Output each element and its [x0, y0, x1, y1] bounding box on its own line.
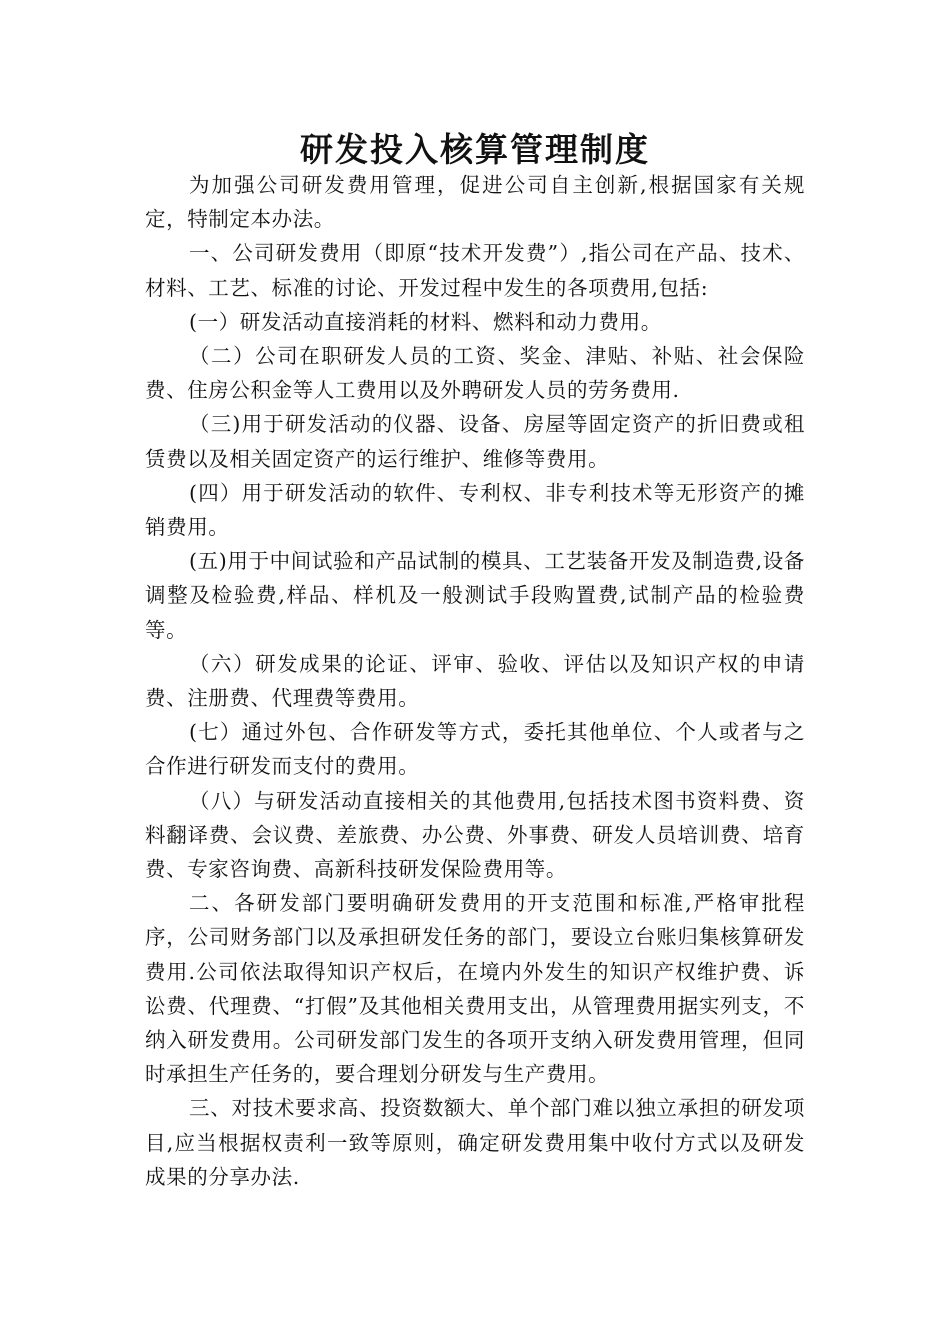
paragraph-item-1: (一）研发活动直接消耗的材料、燃料和动力费用。: [189, 309, 662, 334]
document-body: [145, 168, 805, 1194]
paragraph-item-8: （八）与研发活动直接相关的其他费用,包括技术图书资料费、资料翻译费、会议费、差旅费、办公费、外事费、研发人员培训费、培育费、专家咨询费、高新科技研发保险费用等。: [145, 788, 805, 882]
document-title: 研发投入核算管理制度: [300, 130, 650, 169]
paragraph-item-3: （三)用于研发活动的仪器、设备、房屋等固定资产的折旧费或租赁费以及相关固定资产的运行维护、维修等费用。: [145, 412, 805, 471]
paragraph-section-2: 二、各研发部门要明确研发费用的开支范围和标准,严格审批程序，公司财务部门以及承担研发任务的部门，要设立台账归集核算研发费用.公司依法取得知识产权后，在境内外发生的知识产权维护费、诉讼费、代理费、“打假”及其他相关费用支出，从管理费用据实列支，不纳入研发费用。公司研发部门发生的各项开支纳入研发费用管理，但同时承担生产任务的，要合理划分研发与生产费用。: [145, 891, 805, 1087]
paragraph-section-3: 三、对技术要求高、投资数额大、单个部门难以独立承担的研发项目,应当根据权责利一致等原则，确定研发费用集中收付方式以及研发成果的分享办法.: [145, 1096, 805, 1189]
paragraph-intro: 为加强公司研发费用管理，促进公司自主创新,根据国家有关规定，特制定本办法。: [145, 173, 805, 232]
paragraph-item-2: （二）公司在职研发人员的工资、奖金、津贴、补贴、社会保险费、住房公积金等人工费用以及外聘研发人员的劳务费用.: [145, 344, 805, 403]
paragraph-item-4: (四）用于研发活动的软件、专利权、非专利技术等无形资产的摊销费用。: [145, 480, 805, 540]
paragraph-section-1: 一、公司研发费用（即原“技术开发费”）,指公司在产品、技术、材料、工艺、标准的讨论、开发过程中发生的各项费用,包括:: [145, 241, 805, 300]
paragraph-item-6: （六）研发成果的论证、评审、验收、评估以及知识产权的申请费、注册费、代理费等费用。: [145, 651, 805, 711]
paragraph-item-5: (五)用于中间试验和产品试制的模具、工艺装备开发及制造费,设备调整及检验费,样品、样机及一般测试手段购置费,试制产品的检验费等。: [145, 549, 805, 642]
paragraph-item-7: (七）通过外包、合作研发等方式，委托其他单位、个人或者与之合作进行研发而支付的费用。: [145, 720, 805, 779]
